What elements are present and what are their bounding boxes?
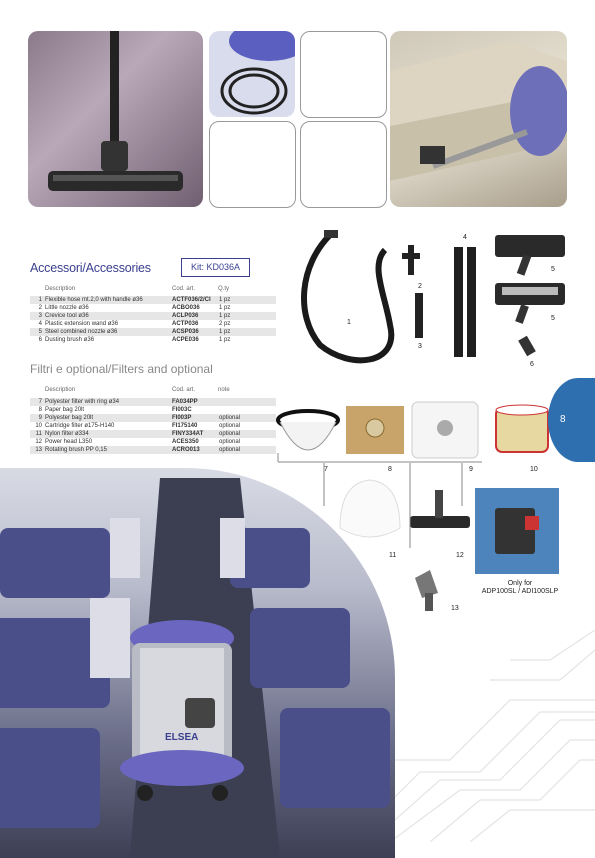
filters-table [30,398,276,454]
page-number: 8 [560,414,566,425]
dusting-brush-drawing [518,336,536,357]
only-for-note [470,580,570,596]
product-label: 12 [456,552,464,559]
fil-header-description: Description [45,387,76,393]
table-row: 9 Polyester bag 20lt FI003P optional [30,414,276,422]
acc-header-qty: Q.ty [218,286,230,292]
hose-photo [209,31,295,117]
table-row: 4 Plastic extension wand ø36 ACTP036 2 pz [30,320,276,328]
product-label: 8 [388,466,392,473]
product-label: 6 [530,361,534,368]
nylon-filter-drawing [340,480,400,537]
table-row: 7 Polyester filter with ring ø34 FA034PP [30,398,276,406]
table-row: 2 Little nozzle ø36 ACBO036 1 pz [30,304,276,312]
product-label: 13 [451,605,459,612]
table-row: 12 Power head L350 ACES350 optional [30,438,276,446]
floor-nozzle-carpet-photo [28,31,203,207]
product-label: 1 [347,319,351,326]
product-label: 3 [418,343,422,350]
extension-wand-drawing [454,247,463,357]
table-row: 8 Paper bag 20lt FI003C [30,406,276,414]
kit-code-badge: Kit: KD036A [181,258,250,277]
stairs-cleaning-photo [390,31,567,207]
table-row: 1 Flexible hose mt.2,0 with handle ø36 ACTF036/2/CI 1 pz [30,296,276,304]
accessory-products-illustration [290,225,580,375]
little-nozzle-drawing [408,245,414,275]
fil-header-note: note [218,387,230,393]
product-label: 5 [551,266,555,273]
table-row: 3 Crevice tool ø36 ACLP036 1 pz [30,312,276,320]
table-row: 13 Rotating brush PP 0,15 ACRO013 optional [30,446,276,454]
product-label: 11 [389,552,397,559]
accessories-title: Accessori/Accessories [30,261,151,275]
vacuum-inlet [185,698,215,728]
product-label: 5 [551,315,555,322]
table-row: 6 Dusting brush ø36 ACPE036 1 pz [30,336,276,344]
brand-logo: ELSEA [165,732,199,743]
only-for-line1: Only for [507,580,533,587]
accessories-table [30,296,276,344]
product-label: 10 [530,466,538,473]
combined-nozzle-drawing [495,235,565,257]
product-label: 2 [418,283,422,290]
crevice-tool-drawing [415,293,423,338]
only-for-line2: ADP100SL / ADI100SLP [481,588,559,595]
hose-drawing [304,235,391,360]
acc-header-description: Description [45,286,76,292]
table-row: 5 Steel combined nozzle ø36 ACSP036 1 pz [30,328,276,336]
blank-photo-frame [300,121,387,208]
product-label: 9 [469,466,473,473]
filters-title: Filtri e optional/Filters and optional [30,362,213,376]
product-label: 4 [463,234,467,241]
table-row: 10 Cartridge filter ø175-H140 FI175140 optional [30,422,276,430]
table-row: 11 Nylon filter ø334 FINY334AT optional [30,430,276,438]
fil-header-code: Cod. art. [172,387,196,393]
blank-photo-frame [209,121,296,208]
blank-photo-frame [300,31,387,118]
product-label: 7 [324,466,328,473]
acc-header-code: Cod. art. [172,286,196,292]
